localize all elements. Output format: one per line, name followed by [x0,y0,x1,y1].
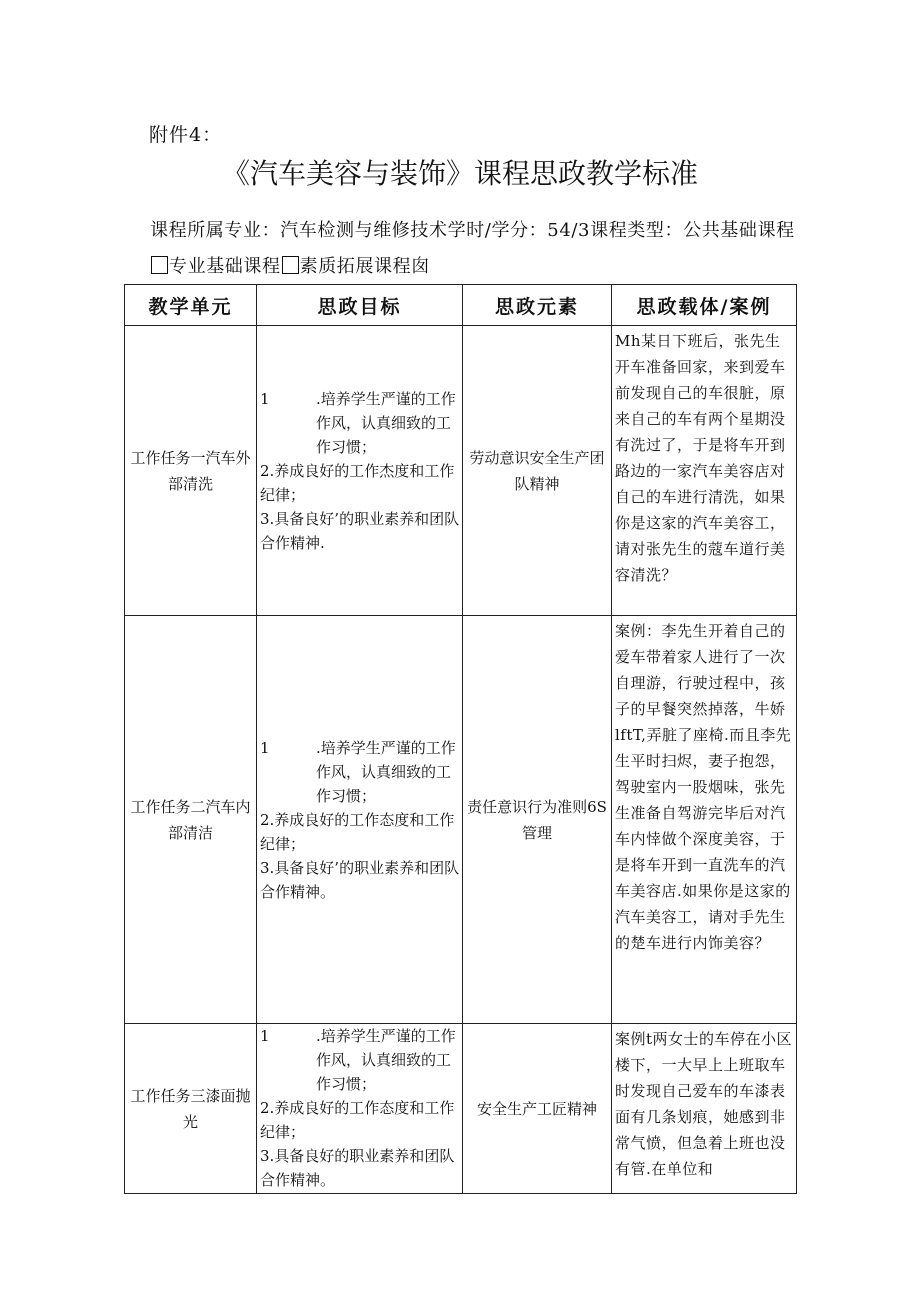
type-option-public: 公共基础课程 [683,220,795,241]
table-row [125,1024,797,1194]
checkbox-major-basic[interactable] [282,256,299,274]
header-elements: 思政元素 [463,285,612,326]
header-goals: 思政目标 [257,285,463,326]
goal-3: 3.具备良好’的职业素养和团队合作精神. [260,509,460,552]
hours-value: 54/3 [547,220,591,241]
unit-cell: 工作任务一汽车外部清洗 [125,326,257,616]
header-unit: 教学单元 [125,285,257,326]
goal-2: 2.养成良好的工作杰度和工作纪律； [260,461,455,504]
goal-2: 2.养成良好的工作态度和工作纪律； [260,1099,455,1141]
elements-cell: 责任意识行为准则6S管理 [463,616,612,1024]
table-row [125,616,797,1024]
elements-cell: 劳动意识安全生产团队精神 [463,326,612,616]
course-meta [150,213,800,285]
case-cell: 案例t两女士的车停在小区楼下，一大早上上班取车时发现自己爱车的车漆表面有几条划痕，她感到非常气愤，但急着上班也没有管.在单位和 [612,1024,797,1194]
type-option-quality: 素质拓展课程囱 [299,256,430,277]
goals-cell [257,616,463,1024]
goal-1: .培养学生严谨的工作作风，认真细致的工作习惯； [316,1027,456,1093]
unit-cell: 工作任务二汽车内部清洁 [125,616,257,1024]
goal-2: 2.养成良好的工作态度和工作纪律； [260,810,455,853]
case-cell: Mh某日下班后，张先生开车准备回家，来到爱车前发现自己的车很脏，原来自己的车有两个星期没有洗过了，于是将车开到路边的一家汽车美容店对自己的车进行清洗，如果你是这家的汽车美容工，请对张先生的蔻车道行美容清洗？ [612,326,797,616]
checkbox-public-basic[interactable] [151,256,168,274]
annex-label: 附件4： [149,124,223,146]
case-cell: 案例：李先生开着自己的爱车带着家人进行了一次自理游，行驶过程中，孩子的早餐突然掉落，牛娇lftT,弄脏了座椅.而且李先生平时扫烬，妻子抱怨，驾驶室内一股烟味，张先生准备自驾游完毕后对汽车内悻做个深度美容，于是将车开到一直洗车的汽车美容店.如果你是这家的汽车美容工，请对手先生的楚车进行内饰美容？ [612,616,797,1024]
document-title: 《汽车美容与装饰》课程思政教学标准 [221,157,698,190]
goal-3: 3.具备良好’的职业素养和团队合作精神。 [260,858,460,901]
table-row [125,326,797,616]
major-value: 汽车检测与维修技术 [280,220,448,241]
unit-cell: 工作任务三漆面抛光 [125,1024,257,1194]
header-case: 思政载体/案例 [612,285,797,326]
hours-label: 学时/学分： [447,220,548,241]
type-option-major: 专业基础课程 [169,256,281,277]
goal-number: 1 [260,738,270,757]
elements-cell: 安全生产工匠精神 [463,1024,612,1194]
goal-3: 3.具备良好的职业素养和团队合作精神。 [260,1147,455,1189]
goal-1: .培养学生严谨的工作作风，认真细致的工作习惯； [316,389,456,456]
goal-1: .培养学生严谨的工作作风，认真细致的工作习惯； [316,738,456,805]
major-label: 课程所属专业： [150,220,281,241]
goals-cell [257,326,463,616]
goal-number: 1 [260,1027,270,1045]
goal-number: 1 [260,389,270,408]
standard-table [124,284,797,1194]
table-header-row [125,285,797,326]
type-label: 课程类型： [590,220,684,241]
goals-cell [257,1024,463,1194]
